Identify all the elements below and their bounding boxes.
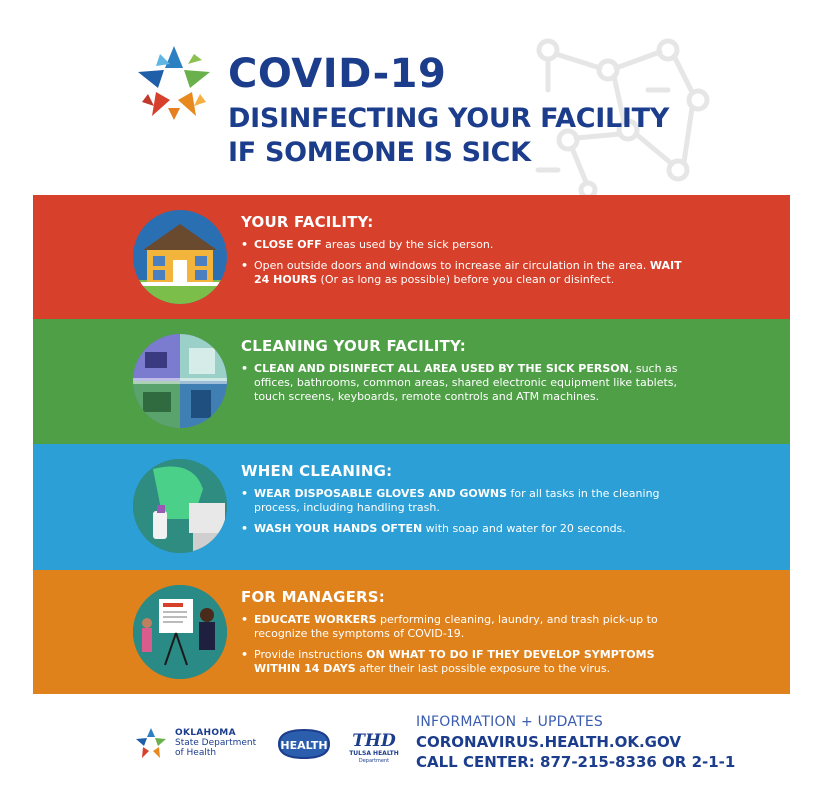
house-icon [133,210,227,304]
gloved-hand-spray-icon [133,459,227,553]
footer [0,694,817,791]
bullet-item [241,613,689,641]
bullet-text: Open outside doors and windows to increase air circulation in the area. [254,259,650,272]
bullet-text: for all tasks in the cleaning process, including handling trash. [254,487,660,514]
thd-mark: THD [352,731,396,751]
section-title: FOR MANAGERS: [241,588,385,606]
bullet-item [241,487,689,515]
section-title: WHEN CLEANING: [241,462,393,480]
bullet-item [241,259,689,287]
bullet-bold-text: ON WHAT TO DO IF THEY DEVELOP SYMPTOMS WITHIN 14 DAYS [254,648,655,675]
section-when-cleaning [33,444,790,570]
osdh-line3: of Health [175,748,217,758]
oklahoma-star-logo-icon [132,42,216,126]
bullet-item [241,648,689,676]
section-cleaning-your-facility [33,319,790,444]
header [0,0,817,195]
bullet-item [241,238,689,252]
bullet-bold-text: WEAR DISPOSABLE GLOVES AND GOWNS [254,487,507,500]
section-your-facility [33,195,790,319]
bullet-list [241,487,689,543]
bullet-bold-text: CLOSE OFF [254,238,322,251]
osdh-logo-text [175,728,256,758]
page-subtitle-line2: IF SOMEONE IS SICK [228,137,531,168]
info-label: INFORMATION + UPDATES [416,714,603,730]
bullet-bold-text: CLEAN AND DISINFECT ALL AREA USED BY THE SICK PERSON [254,362,629,375]
bullet-list [241,238,689,294]
bullet-text: Provide instructions [254,648,367,661]
bullet-list [241,362,689,411]
tulsa-health-logo [342,728,406,764]
page-title: COVID-19 [228,51,447,97]
section-title: YOUR FACILITY: [241,213,374,231]
osdh-line2: State Department [175,738,257,748]
section-title: CLEANING YOUR FACILITY: [241,337,466,355]
bullet-item [241,522,689,536]
thd-line1: TULSA HEALTH [349,750,399,757]
office-icon [133,334,227,428]
osdh-line1: OKLAHOMA [175,728,236,738]
bullet-bold-text: EDUCATE WORKERS [254,613,377,626]
health-badge-logo [275,727,333,761]
thd-line2: Department [358,758,390,764]
bullet-text: areas used by the sick person. [321,238,494,251]
bullet-text: with soap and water for 20 seconds. [422,522,626,535]
bullet-bold-text: WAIT 24 HOURS [254,259,682,286]
page-subtitle-line1: DISINFECTING YOUR FACILITY [228,103,670,134]
osdh-logo-icon [133,726,169,762]
bullet-text: , such as offices, bathrooms, common areas, shared electronic equipment like tablets, touch screens, keyboards, remote controls and ATM machines. [254,362,678,403]
info-url-link[interactable]: CORONAVIRUS.HEALTH.OK.GOV [416,733,681,751]
health-badge-text: HEALTH [280,739,328,752]
bullet-text: performing cleaning, laundry, and trash pick-up to recognize the symptoms of COVID-19. [254,613,658,640]
section-for-managers [33,570,790,694]
presentation-icon [133,585,227,679]
bullet-text: (Or as long as possible) before you clean or disinfect. [317,273,615,286]
bullet-text: after their last possible exposure to the virus. [355,662,611,675]
info-call-center: CALL CENTER: 877-215-8336 OR 2-1-1 [416,753,736,771]
bullet-item [241,362,689,404]
bullet-list [241,613,689,683]
bullet-bold-text: WASH YOUR HANDS OFTEN [254,522,423,535]
